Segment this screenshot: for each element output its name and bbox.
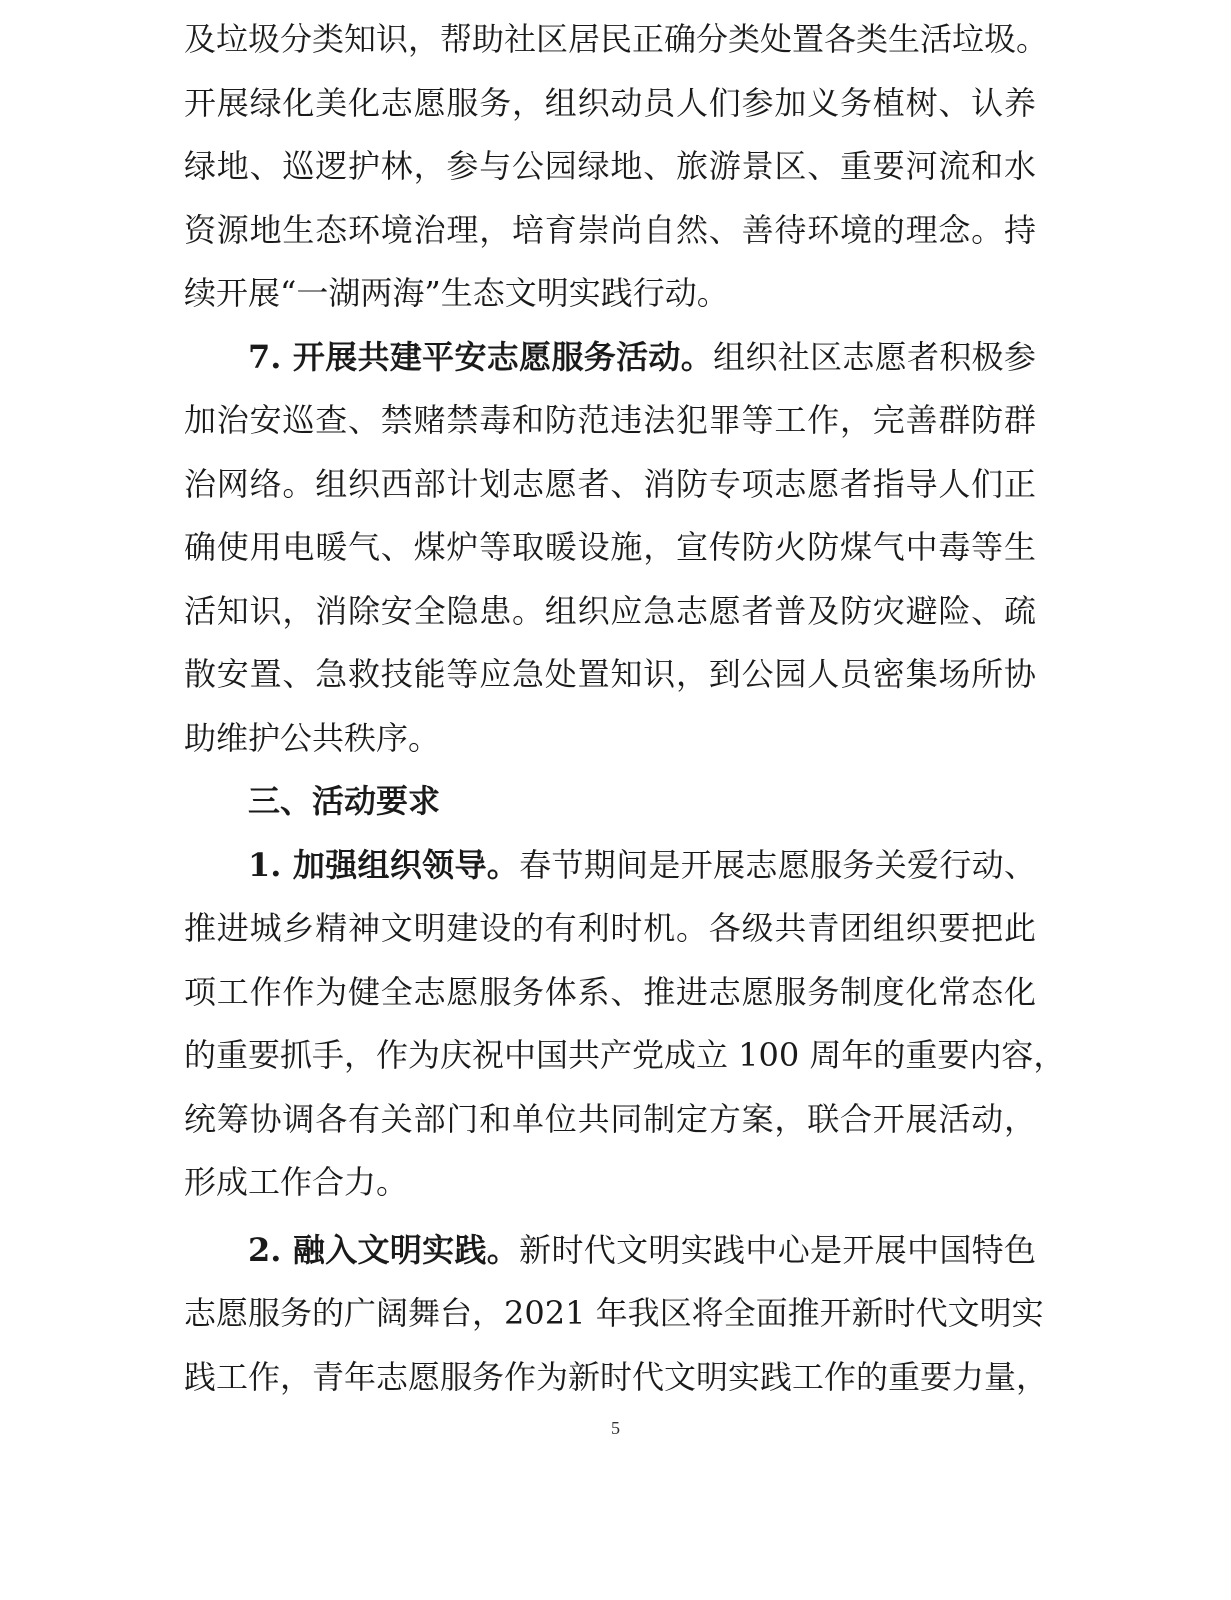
item-1-text: 春节期间是开展志愿服务关爱行动、 [519,845,1036,884]
item-2-title: 2. 融入文明实践。 [248,1230,520,1269]
paragraph-line: 活知识，消除安全隐患。组织应急志愿者普及防灾避险、疏 [184,591,1036,630]
paragraph-line: 志愿服务的广阔舞台，2021 年我区将全面推开新时代文明实 [184,1294,1044,1332]
paragraph-line: 资源地生态环境治理，培育崇尚自然、善待环境的理念。持 [184,210,1036,249]
item-2-first-line [184,1219,1036,1283]
paragraph-line: 践工作，青年志愿服务作为新时代文明实践工作的重要力量， [184,1357,1049,1396]
item-1-title: 1. 加强组织领导。 [248,845,520,884]
paragraph-line: 确使用电暖气、煤炉等取暖设施，宣传防火防煤气中毒等生 [184,528,1036,566]
body-text [184,8,1066,1409]
paragraph-line: 项工作作为健全志愿服务体系、推进志愿服务制度化常态化 [184,972,1036,1011]
paragraph-line: 形成工作合力。 [184,1163,409,1201]
section-7-title: 7. 开展共建平安志愿服务活动。 [248,337,714,376]
paragraph-line: 推进城乡精神文明建设的有利时机。各级共青团组织要把此 [184,909,1036,947]
paragraph-line: 散安置、急救技能等应急处置知识，到公园人员密集场所协 [184,655,1036,693]
paragraph-line: 开展绿化美化志愿服务，组织动员人们参加义务植树、认养 [184,83,1036,122]
item-1-first-line [184,834,1036,898]
page-number: 5 [611,1418,620,1438]
item-2-text: 新时代文明实践中心是开展中国特色 [519,1230,1036,1269]
section-7-text: 组织社区志愿者积极参 [713,337,1036,376]
section-7-first-line [184,326,1036,390]
paragraph-line: 治网络。组织西部计划志愿者、消防专项志愿者指导人们正 [184,464,1036,503]
paragraph-line: 的重要抓手，作为庆祝中国共产党成立 100 周年的重要内容， [184,1036,1066,1074]
paragraph-line: 统筹协调各有关部门和单位共同制定方案，联合开展活动， [184,1099,1036,1138]
section-heading: 三、活动要求 [248,782,441,820]
paragraph-line: 加治安巡查、禁赌禁毒和防范违法犯罪等工作，完善群防群 [184,401,1036,439]
paragraph-line: 续开展“一湖两海”生态文明实践行动。 [184,274,729,312]
paragraph-line: 助维护公共秩序。 [184,718,441,757]
paragraph-line: 绿地、巡逻护林，参与公园绿地、旅游景区、重要河流和水 [184,147,1036,185]
paragraph-line: 及垃圾分类知识，帮助社区居民正确分类处置各类生活垃圾。 [184,20,1049,58]
